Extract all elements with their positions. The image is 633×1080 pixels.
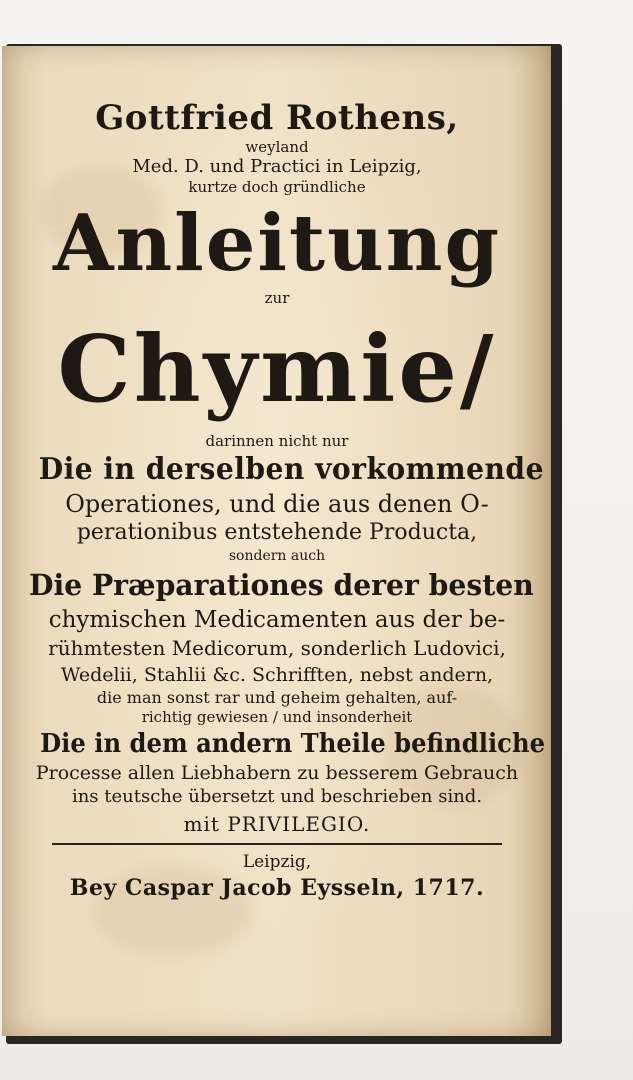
divider-rule [52,843,502,845]
line-text: Processe allen Liebhabern zu besserem Gebrauch [35,762,519,784]
title-page-text [22,98,546,903]
author-name [22,98,532,138]
darinnen-line [22,431,532,451]
place-line [22,851,532,873]
line-text: Leipzig, [242,852,312,872]
imprint-line [22,873,532,903]
line-text: Die Præparationes derer besten [29,568,534,602]
operationes-line [22,489,532,519]
ins-teutsche-line [22,785,532,809]
richtig-line [22,708,532,727]
line-text: Gottfried Rothens, [95,98,459,138]
wedelii-line [22,662,532,688]
line-text: kurtze doch gründliche [188,178,366,196]
line-text: rühmtesten Medicorum, sonderlich Ludovici, [48,636,506,660]
line-text: zur [264,289,290,307]
line-text: weyland [245,138,309,156]
title-page [2,46,551,1036]
weyland-line [22,138,532,156]
chymischen-line [22,605,532,635]
sondern-line [22,547,532,565]
die-in-dem-line [22,727,546,761]
line-text: chymischen Medicamenten aus der be- [48,607,506,633]
ruehmtesten-line [22,635,532,662]
main-title-anleitung [22,198,532,289]
line-text: sondern auch [228,548,326,564]
line-text: perationibus entstehende Producta, [76,520,478,545]
line-text: Die in derselben vorkommende [38,452,544,487]
line-text: Chymie/ [57,315,497,423]
line-text: Operationes, und die aus denen O- [65,490,489,518]
line-text: ins teutsche übersetzt und beschrieben sind. [71,786,483,807]
privilegio-line [22,809,532,839]
line-text: Med. D. und Practici in Leipzig, [132,156,422,177]
main-title-chymie [22,309,532,429]
operationibus-line [22,519,532,547]
profession-line [22,156,532,178]
line-text: Anleitung [52,198,502,289]
die-in-line [22,451,544,489]
line-text: darinnen nicht nur [205,432,349,450]
zur-line [22,287,532,309]
praeparationes-line [22,565,532,605]
kurtze-line [22,178,532,197]
line-text: Die in dem andern Theile befindliche [40,729,546,759]
line-text: Wedelii, Stahlii &c. Schrifften, nebst andern, [60,664,494,686]
line-text: die man sonst rar und geheim gehalten, auf- [96,688,458,707]
line-text: richtig gewiesen / und insonderheit [141,708,413,726]
die-man-line [22,688,532,708]
line-text: mit PRIVILEGIO. [183,812,371,836]
processe-line [22,761,532,785]
line-text: Bey Caspar Jacob Eysseln, 1717. [69,875,485,901]
